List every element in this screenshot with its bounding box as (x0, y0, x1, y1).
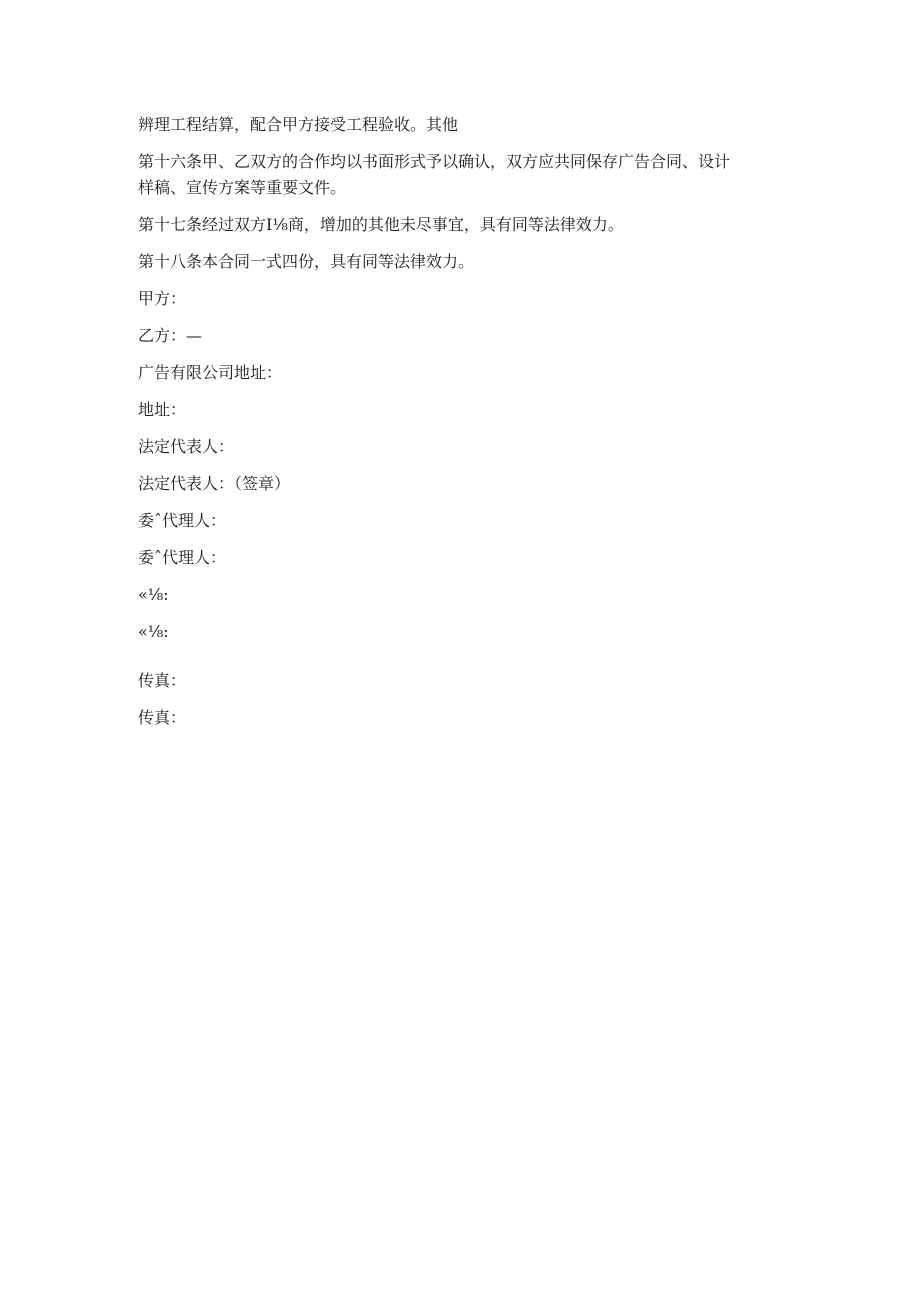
article-16 (138, 149, 778, 201)
address-label: 地址： (138, 400, 187, 419)
fax-label-b: 传真： (138, 708, 187, 727)
text-line-article-18: 第十八条本合同一式四份，具有同等法律效力。 (138, 252, 475, 271)
fax-label-a: 传真： (138, 671, 187, 690)
party-b-label: 乙方：— (138, 326, 203, 345)
text-line-article-16: 第十六条甲、乙双方的合作均以书面形式予以确认，双方应共同保存广告合同、设计 (138, 152, 731, 171)
phone-label-a: «⅛: (138, 585, 169, 604)
agent-label-b: 委ˆ代理人： (138, 548, 227, 567)
agent-label-a: 委ˆ代理人： (138, 511, 227, 530)
legal-rep-signature-label: 法定代表人：（签章） (138, 474, 291, 493)
text-line-article-16-cont: 样稿、宣传方案等重要文件。 (138, 178, 347, 197)
phone-label-b: «⅛: (138, 622, 169, 641)
text-line-article-17: 第十七条经过双方I⅛商，增加的其他未尽事宜，具有同等法律效力。 (138, 215, 624, 234)
document-page (138, 112, 778, 731)
text-line-settlement: 辨理工程结算，配合甲方接受工程验收。其他 (138, 115, 459, 134)
legal-rep-label: 法定代表人： (138, 437, 235, 456)
company-address-label: 广告有限公司地址： (138, 363, 283, 382)
party-a-label: 甲方： (138, 289, 187, 308)
